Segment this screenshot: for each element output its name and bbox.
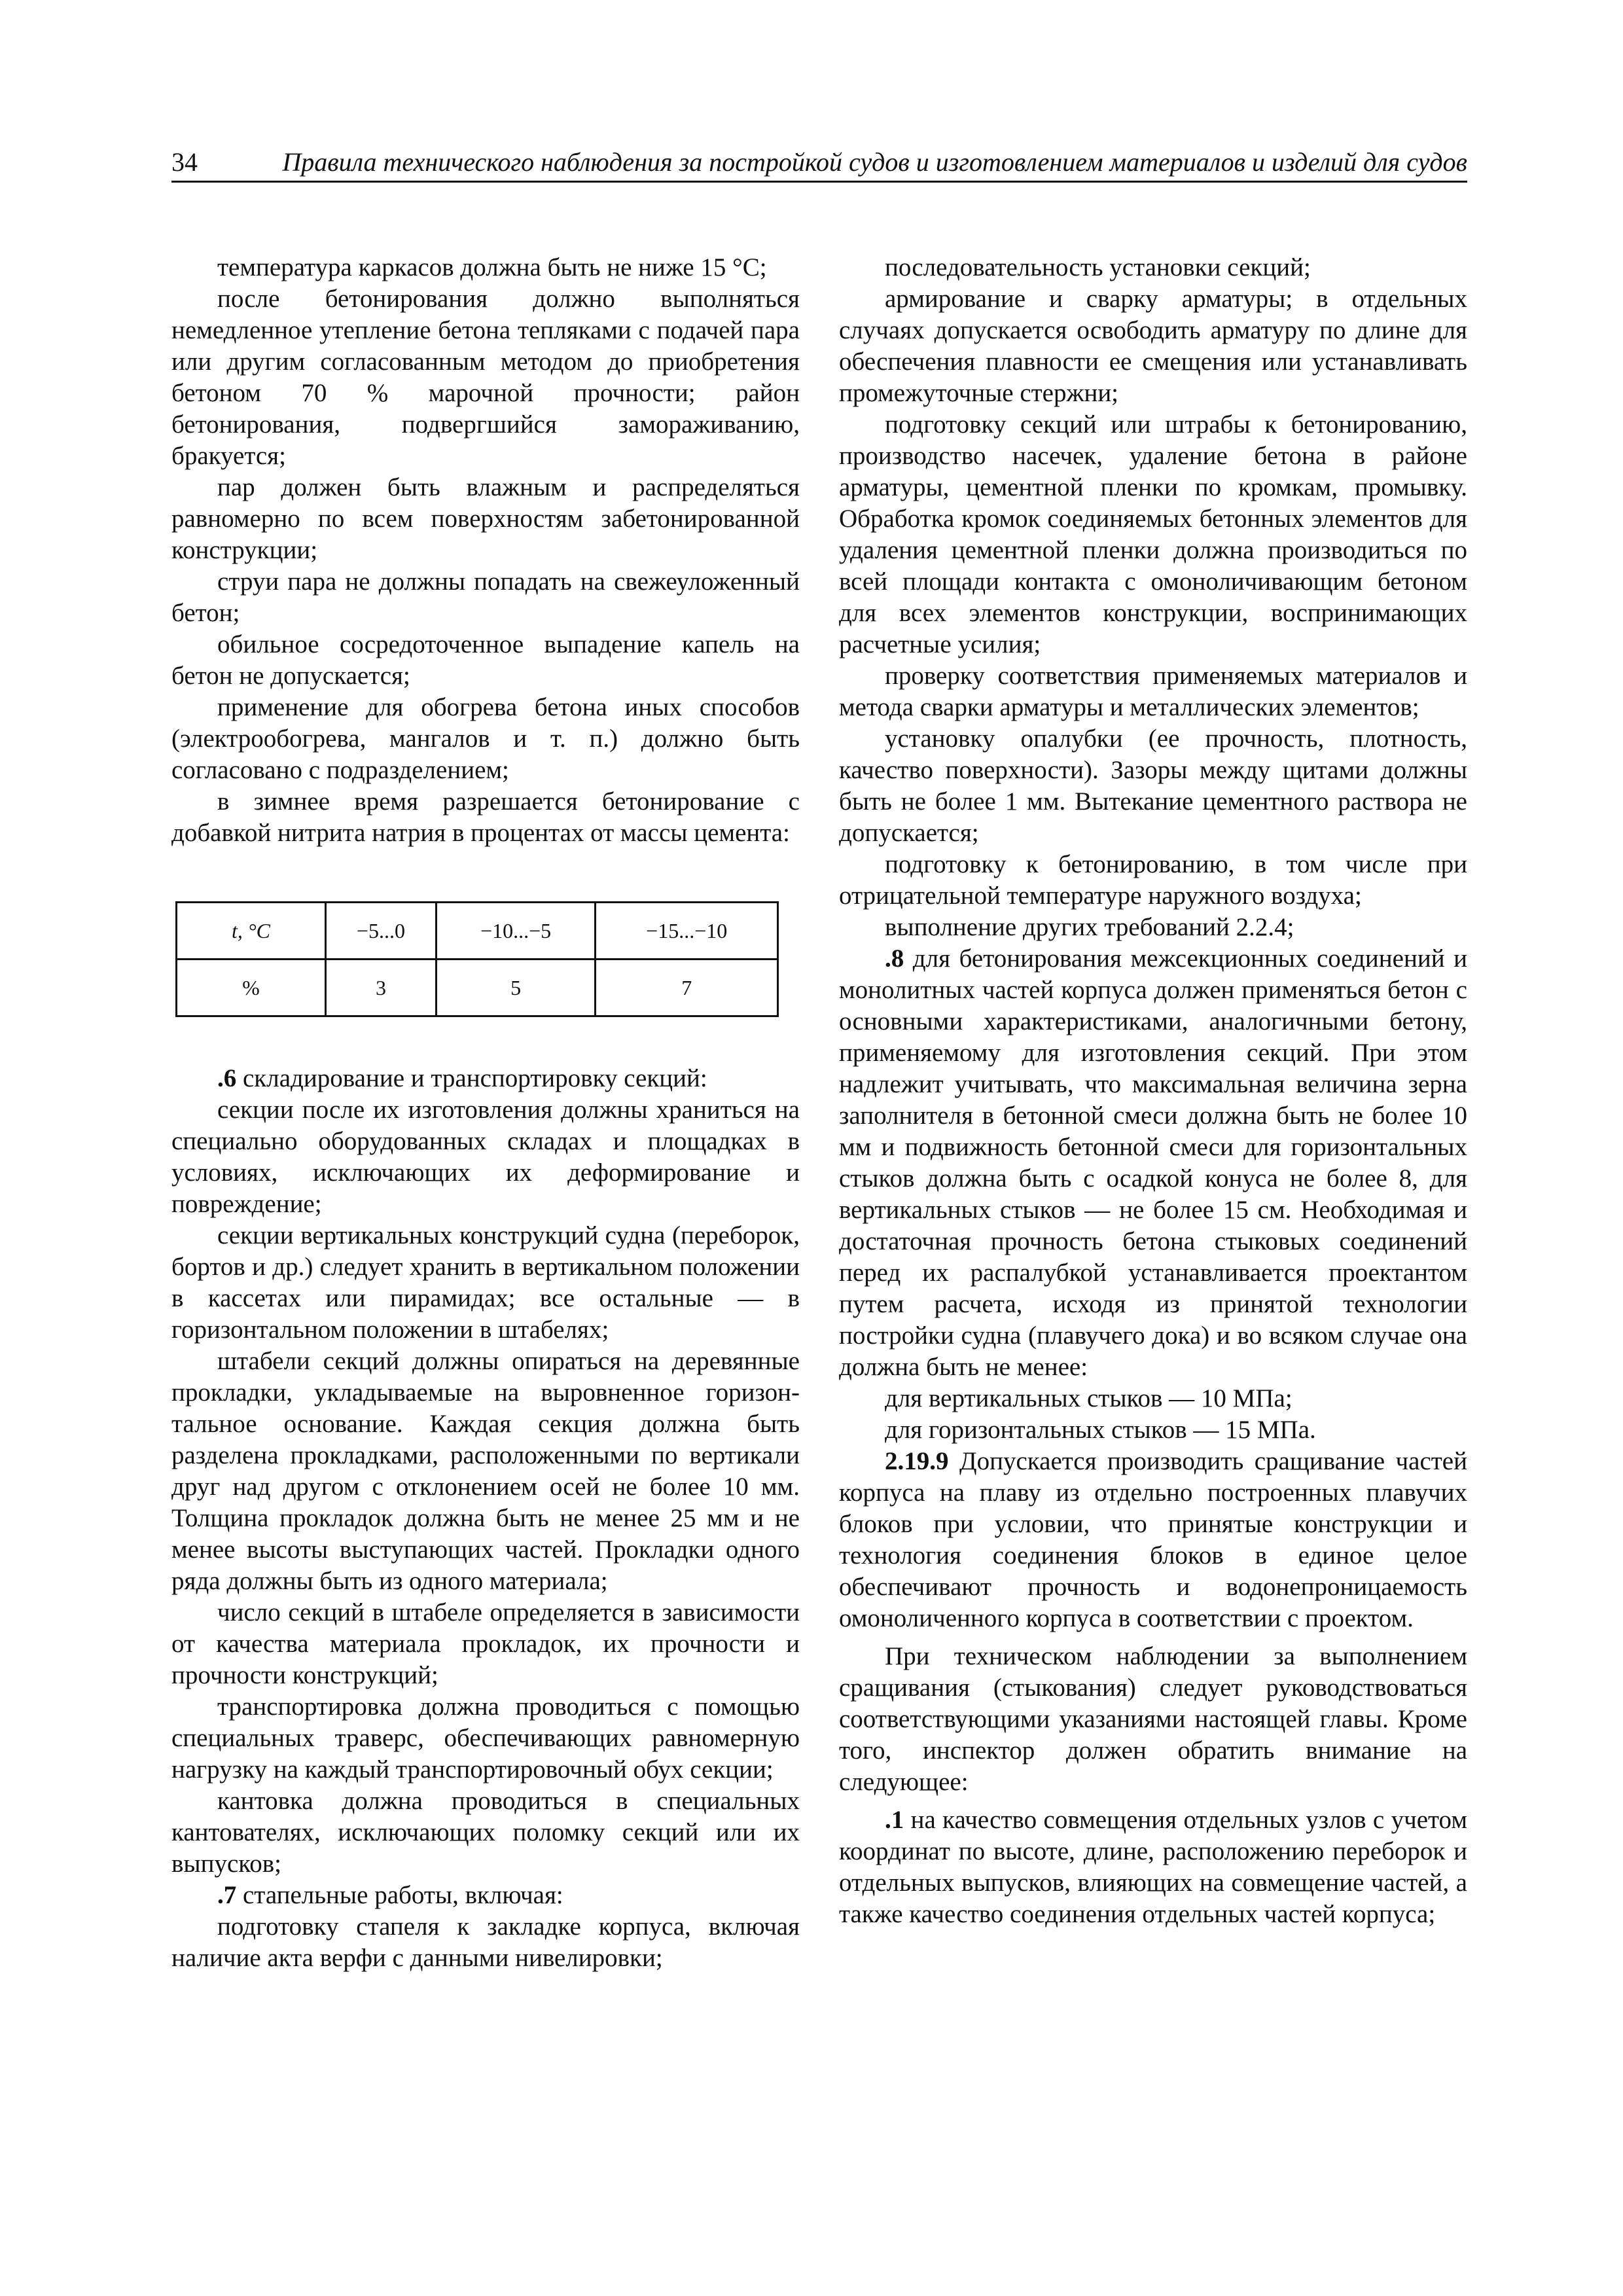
paragraph: обильное сосредоточенное выпадение капель на бетон не допускается; [171, 630, 800, 690]
item-number: .7 [217, 1881, 237, 1909]
paragraph: установку опалубки (ее прочность, плотность, качество поверхности). Зазоры между щитами должны быть не более 1 мм. Вытекание цементного раствора не допускается; [839, 725, 1467, 847]
table-cell: −15...−10 [596, 903, 778, 960]
paragraph [171, 1063, 800, 1094]
paragraph: штабели секций должны опираться на деревянные прокладки, укладываемые на выровненное горизонтальное основание. Каждая секция должна быть разделена прокладками, расположенными по вертикали друг над другом с отклонением осей не более 10 мм. Толщина прокладок должна быть не менее 25 мм и не менее высоты выступающих частей. Прокладки одного ряда должны быть из одного материала; [171, 1347, 800, 1595]
paragraph: кантовка должна проводиться в специальных кантователях, исключающих поломку секций или их выпусков; [171, 1787, 800, 1878]
paragraph [839, 1804, 1467, 1930]
paragraph: транспортировка должна проводиться с помощью специальных траверс, обеспечивающих равномерную нагрузку на каждый транспортировочный обух секции; [171, 1693, 800, 1784]
page-header [171, 143, 1467, 183]
paragraph [839, 1446, 1467, 1634]
table-header-label: t, °С [231, 918, 271, 942]
page-number: 34 [171, 147, 198, 177]
table-row [177, 903, 778, 960]
paragraph: проверку соответствия применяемых материалов и метода сварки арматуры и металлических элементов; [839, 662, 1467, 721]
spacer [839, 1634, 1467, 1641]
right-column [839, 252, 1467, 1930]
table-row [177, 960, 778, 1016]
paragraph: выполнение других требований 2.2.4; [885, 913, 1294, 941]
paragraph [171, 1880, 800, 1911]
paragraph: армирование и сварку арматуры; в отдельных случаях допускается освободить арматуру по длине для обеспечения плавности ее смещения или устанавливать промежуточные стержни; [839, 285, 1467, 407]
item-number: .8 [885, 944, 904, 973]
paragraph-text: для бетонирования межсекционных соединений и монолитных частей корпуса должен применяться бетон с основными характеристиками, аналогичными бетону, применяемому для изготовления секций. При этом надлежит учитывать, что максимальная величина зерна заполнителя в бетонной смеси должна быть не более 10 мм и подвижность бетонной смеси для горизонтальных стыков должна быть с осадкой конуса не более 8, для вертикальных стыков — не более 15 см. Необходимая и достаточная прочность бетона стыковых соединений перед их распалубкой устанавливается проектантом путем расчета, исходя из принятой технологии постройки судна (плавучего дока) и во всяком случае она должна быть не менее: [839, 944, 1467, 1381]
paragraph-text: складирование и транспортировку секций: [236, 1064, 707, 1092]
paragraph: для горизонтальных стыков — 15 МПа. [885, 1416, 1316, 1444]
paragraph: секции после их изготовления должны храниться на специально оборудованных складах и площадках в условиях, исключающих их деформирование и повреждение; [171, 1096, 800, 1218]
paragraph: температура каркасов должна быть не ниже 15 °С; [217, 253, 767, 281]
paragraph-text: на качество совмещения отдельных узлов с учетом координат по высоте, длине, расположению переборок и отдельных выпусков, влияющих на совмещение частей, а также качество соединения отдельных частей корпуса; [839, 1806, 1467, 1928]
paragraph: после бетонирования должно выполняться немедленное утепление бетона тепляками с подачей пара или другим согласованным методом до приобретения бетоном 70 % марочной прочности; район бетонирования, подвергшийся замораживанию, бракуется; [171, 285, 800, 470]
table-cell: 5 [436, 960, 596, 1016]
paragraph: применение для обогрева бетона иных способов (электрообогрева, мангалов и т. п.) должно быть согласовано с подразделением; [171, 693, 800, 784]
table-cell: % [177, 960, 326, 1016]
paragraph: для вертикальных стыков — 10 МПа; [885, 1384, 1293, 1412]
spacer [839, 1798, 1467, 1804]
paragraph [839, 943, 1467, 1383]
table-cell: 3 [326, 960, 437, 1016]
paragraph: подготовку секций или штрабы к бетонированию, производство насечек, удаление бетона в районе арматуры, цементной пленки по кромкам, промывку. Обработка кромок соединяемых бетонных элементов для удаления цементной пленки должна производиться по всей площади контакта с омоноличивающим бетоном для всех элементов конструкции, воспринимающих расчетные усилия; [839, 410, 1467, 658]
table-cell: 7 [596, 960, 778, 1016]
paragraph: последовательность установки секций; [885, 253, 1311, 281]
left-column [171, 252, 800, 1974]
table-cell: −10...−5 [436, 903, 596, 960]
table-cell: −5...0 [326, 903, 437, 960]
nitrite-dosage-table [175, 901, 779, 1017]
item-number: .6 [217, 1064, 237, 1092]
paragraph-text: Допускается производить сращивание частей корпуса на плаву из отдельно построенных плавучих блоков при условии, что принятые конструкции и технология соединения блоков в единое целое обеспечивают прочность и водонепроницаемость омоноличенного корпуса в соответствии с проектом. [839, 1447, 1467, 1632]
paragraph: струи пара не должны попадать на свежеуложенный бетон; [171, 567, 800, 627]
paragraph: секции вертикальных конструкций судна (переборок, бортов и др.) следует хранить в вертикальном положении в кассетах или пирамидах; все остальные — в горизонтальном положении в штабелях; [171, 1221, 800, 1344]
paragraph: При техническом наблюдении за выполнением сращивания (стыкования) следует руководствоваться соответствующими указаниями настоящей главы. Кроме того, инспектор должен обратить внимание на следующее: [839, 1642, 1467, 1796]
paragraph: пар должен быть влажным и распределяться равномерно по всем поверхностям забетонированной конструкции; [171, 473, 800, 564]
table-cell [177, 903, 326, 960]
section-number: 2.19.9 [885, 1447, 949, 1475]
running-title: Правила технического наблюдения за постройкой судов и изготовлением материалов и изделий для судов [282, 147, 1467, 177]
paragraph: в зимнее время разрешается бетонирование с добавкой нитрита натрия в процентах от массы цемента: [171, 787, 800, 847]
item-number: .1 [885, 1806, 904, 1834]
paragraph: подготовку стапеля к закладке корпуса, включая наличие акта верфи с данными нивелировки; [171, 1912, 800, 1972]
paragraph: подготовку к бетонированию, в том числе при отрицательной температуре наружного воздуха; [839, 850, 1467, 910]
paragraph-text: стапельные работы, включая: [236, 1881, 563, 1909]
paragraph: число секций в штабеле определяется в зависимости от качества материала прокладок, их прочности и прочности конструкций; [171, 1598, 800, 1689]
